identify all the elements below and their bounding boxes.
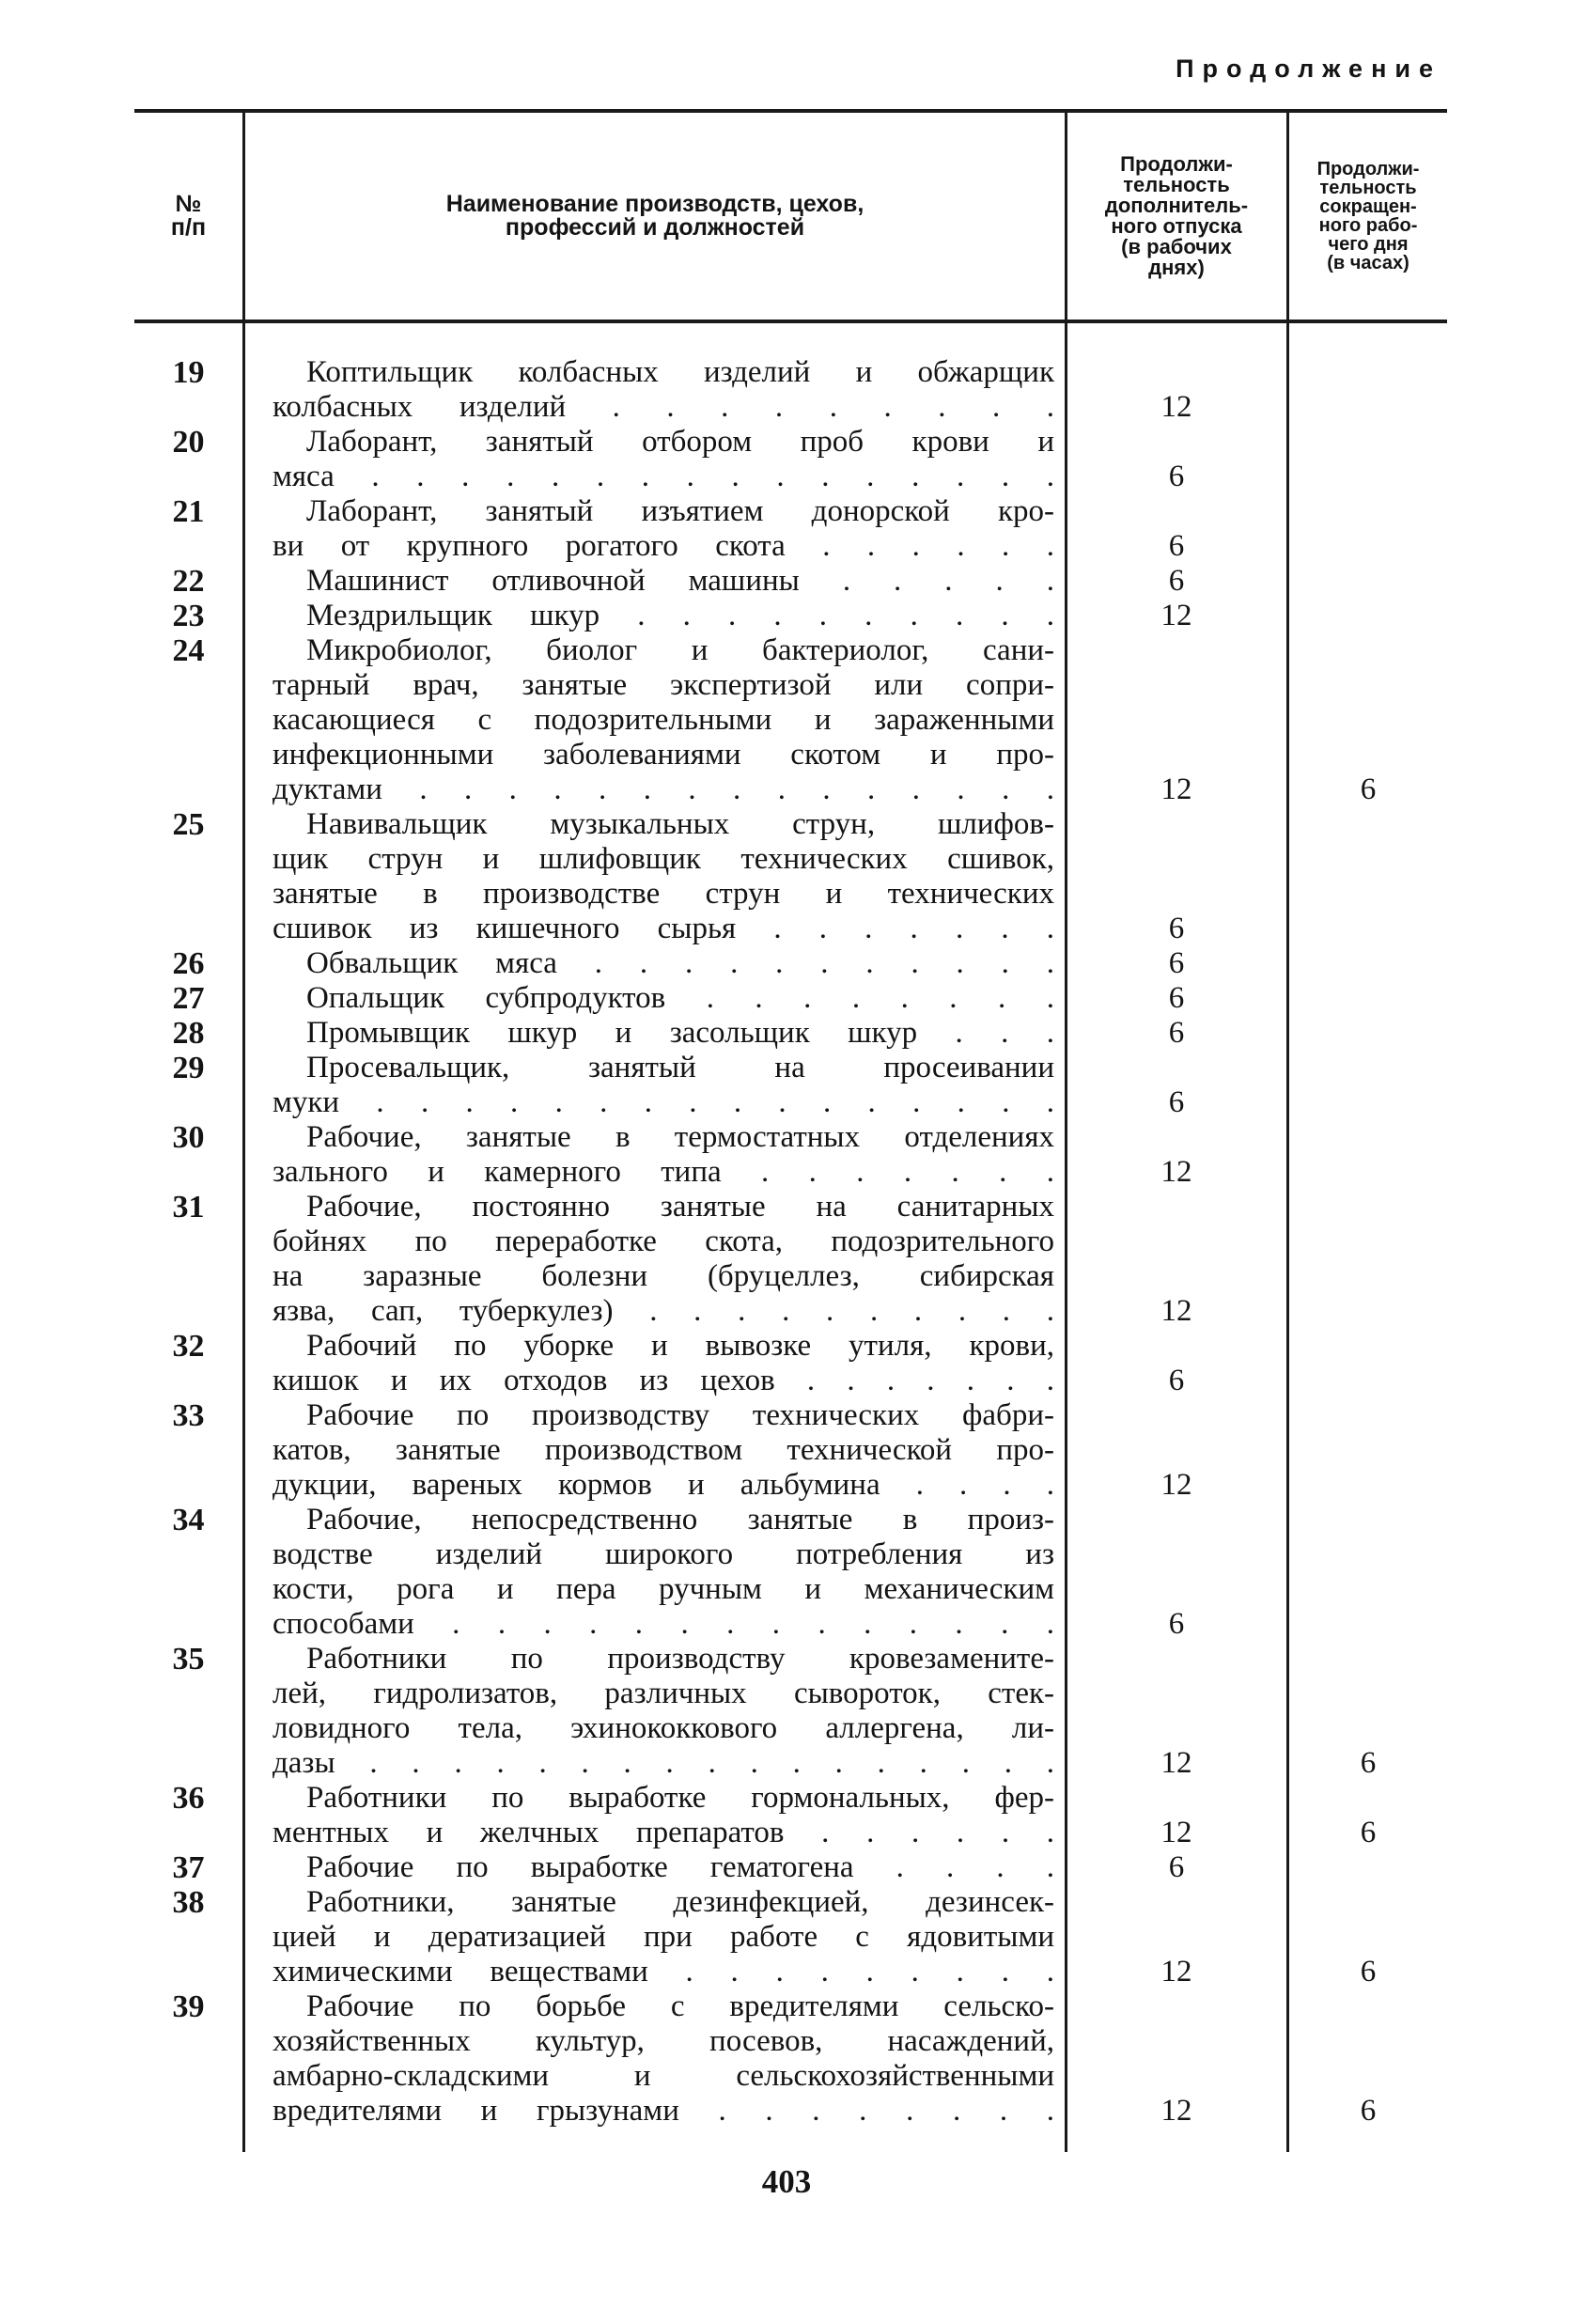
profession-name-line: Мездрильщик шкур . . . . . . . . . . [306, 599, 1054, 632]
profession-name-line: Рабочие, непосредственно занятые в произ- [306, 1503, 1054, 1536]
column-header-hours: Продолжи- тельность сокращен- ного рабо- чего дня (в часах) [1316, 159, 1420, 273]
reduced-hours-value: 6 [1360, 772, 1377, 806]
profession-name-line: язва, сап, туберкулез) . . . . . . . . . . [273, 1294, 1054, 1328]
profession-name-line: бойнях по переработке скота, подозрительного [273, 1224, 1054, 1258]
profession-name [273, 1051, 1054, 1120]
table-row [0, 494, 1573, 564]
row-number: 31 [172, 1190, 205, 1224]
profession-name-line: муки . . . . . . . . . . . . . . . . [273, 1085, 1054, 1119]
profession-name-line: Промывщик шкур и засольщик шкур . . . [306, 1016, 1054, 1050]
table-row [0, 425, 1573, 494]
profession-name-line: колбасных изделий . . . . . . . . . [273, 390, 1054, 424]
profession-name [273, 807, 1054, 946]
profession-name-line: мяса . . . . . . . . . . . . . . . . [273, 460, 1054, 493]
leave-days-value: 12 [1160, 772, 1192, 806]
profession-name-line: на заразные болезни (бруцеллез, сибирская [273, 1259, 1054, 1293]
profession-name-line: Просевальщик, занятый на просеивании [306, 1051, 1054, 1084]
row-number: 33 [172, 1398, 205, 1433]
continuation-note: Продолжение [1176, 55, 1441, 83]
profession-name-line: Рабочие по борьбе с вредителями сельско- [306, 1989, 1054, 2023]
profession-name-line: инфекционными заболеваниями скотом и про- [273, 738, 1054, 772]
row-number: 29 [172, 1051, 205, 1085]
row-number: 25 [172, 807, 205, 842]
profession-name-line: Опальщик субпродуктов . . . . . . . . [306, 981, 1054, 1015]
profession-name-line: Работники, занятые дезинфекцией, дезинсек- [306, 1885, 1054, 1919]
profession-name-line: занятые в производстве струн и технических [273, 877, 1054, 911]
profession-name-line: цией и дератизацией при работе с ядовитыми [273, 1920, 1054, 1954]
profession-name-line: амбарно-складскими и сельскохозяйственными [273, 2059, 1054, 2093]
profession-name-line: Обвальщик мяса . . . . . . . . . . . [306, 946, 1054, 980]
profession-name-line: ментных и желчных препаратов . . . . . . [273, 1816, 1054, 1849]
column-header-name: Наименование производств, цехов, профессий и должностей [445, 191, 864, 241]
table-row [0, 1398, 1573, 1503]
leave-days-value: 12 [1160, 390, 1192, 424]
leave-days-value: 6 [1168, 460, 1185, 493]
row-number: 35 [172, 1642, 205, 1677]
leave-days-value: 6 [1168, 912, 1185, 945]
row-number: 39 [172, 1989, 205, 2024]
row-number: 26 [172, 946, 205, 981]
table-row [0, 1016, 1573, 1051]
leave-days-value: 12 [1160, 1155, 1192, 1189]
profession-name [273, 1329, 1054, 1398]
profession-name-line: дуктами . . . . . . . . . . . . . . . [273, 772, 1054, 806]
column-header-number: № п/п [170, 191, 207, 241]
leave-days-value: 6 [1168, 1364, 1185, 1397]
profession-name [273, 1190, 1054, 1329]
row-number: 28 [172, 1016, 205, 1051]
profession-name [273, 1642, 1054, 1781]
table-top-rule [134, 109, 1447, 113]
profession-name-line: Коптильщик колбасных изделий и обжарщик [306, 355, 1054, 389]
profession-name-line: ловидного тела, эхинококкового аллергена, ли- [273, 1711, 1054, 1745]
reduced-hours-value: 6 [1360, 1955, 1377, 1989]
profession-name-line: зального и камерного типа . . . . . . . [273, 1155, 1054, 1189]
profession-name [273, 1989, 1054, 2129]
leave-days-value: 6 [1168, 946, 1185, 980]
profession-name-line: Рабочий по уборке и вывозке утиля, крови, [306, 1329, 1054, 1363]
table-row [0, 807, 1573, 946]
profession-name-line: касающиеся с подозрительными и зараженными [273, 703, 1054, 737]
row-number: 27 [172, 981, 205, 1016]
leave-days-value: 12 [1160, 1816, 1192, 1849]
table-row [0, 1885, 1573, 1989]
leave-days-value: 12 [1160, 1294, 1192, 1328]
profession-name [273, 1781, 1054, 1850]
reduced-hours-value: 6 [1360, 2094, 1377, 2128]
row-number: 20 [172, 425, 205, 460]
profession-name-line: Лаборант, занятый изъятием донорской кро- [306, 494, 1054, 528]
profession-name-line: ви от крупного рогатого скота . . . . . . [273, 529, 1054, 563]
table-row [0, 1120, 1573, 1190]
leave-days-value: 6 [1168, 1016, 1185, 1050]
row-number: 36 [172, 1781, 205, 1816]
row-number: 23 [172, 599, 205, 633]
leave-days-value: 6 [1168, 564, 1185, 598]
profession-name [273, 1885, 1054, 1989]
row-number: 38 [172, 1885, 205, 1920]
profession-name [273, 425, 1054, 494]
profession-name-line: вредителями и грызунами . . . . . . . . [273, 2094, 1054, 2128]
profession-name-line: Машинист отливочной машины . . . . . [306, 564, 1054, 598]
row-number: 32 [172, 1329, 205, 1364]
row-number: 24 [172, 633, 205, 668]
profession-name-line: Лаборант, занятый отбором проб крови и [306, 425, 1054, 459]
row-number: 19 [172, 355, 205, 390]
profession-name [273, 1503, 1054, 1642]
table-row [0, 1642, 1573, 1781]
profession-name [273, 564, 1054, 599]
profession-name [273, 981, 1054, 1016]
leave-days-value: 6 [1168, 1607, 1185, 1641]
leave-days-value: 12 [1160, 599, 1192, 632]
profession-name [273, 1120, 1054, 1190]
table-row [0, 633, 1573, 807]
profession-name [273, 599, 1054, 633]
table-row [0, 1989, 1573, 2129]
profession-name-line: кости, рога и пера ручным и механическим [273, 1572, 1054, 1606]
table-row [0, 1850, 1573, 1885]
profession-name-line: тарный врач, занятые экспертизой или сопри- [273, 668, 1054, 702]
profession-name-line: лей, гидролизатов, различных сывороток, стек- [273, 1677, 1054, 1710]
row-number: 34 [172, 1503, 205, 1537]
profession-name-line: катов, занятые производством технической про- [273, 1433, 1054, 1467]
profession-name [273, 494, 1054, 564]
profession-name [273, 1850, 1054, 1885]
header-bottom-rule [134, 320, 1447, 323]
profession-name-line: Навивальщик музыкальных струн, шлифов- [306, 807, 1054, 841]
profession-name [273, 633, 1054, 807]
profession-name-line: Рабочие, занятые в термостатных отделениях [306, 1120, 1054, 1154]
profession-name [273, 355, 1054, 425]
leave-days-value: 12 [1160, 1746, 1192, 1780]
table-row [0, 1051, 1573, 1120]
table-row [0, 1190, 1573, 1329]
profession-name [273, 946, 1054, 981]
profession-name-line: хозяйственных культур, посевов, насаждений, [273, 2024, 1054, 2058]
profession-name-line: химическими веществами . . . . . . . . . [273, 1955, 1054, 1989]
profession-name-line: водстве изделий широкого потребления из [273, 1537, 1054, 1571]
profession-name-line: способами . . . . . . . . . . . . . . [273, 1607, 1054, 1641]
row-number: 21 [172, 494, 205, 529]
profession-name [273, 1398, 1054, 1503]
reduced-hours-value: 6 [1360, 1816, 1377, 1849]
page-number: 403 [761, 2163, 812, 2200]
row-number: 30 [172, 1120, 205, 1155]
profession-name-line: кишок и их отходов из цехов . . . . . . . [273, 1364, 1054, 1397]
leave-days-value: 12 [1160, 2094, 1192, 2128]
table-row [0, 1329, 1573, 1398]
table-row [0, 355, 1573, 425]
row-number: 37 [172, 1850, 205, 1885]
table-row [0, 564, 1573, 599]
profession-name-line: Рабочие по выработке гематогена . . . . [306, 1850, 1054, 1884]
profession-name-line: Рабочие по производству технических фабри- [306, 1398, 1054, 1432]
profession-name-line: дазы . . . . . . . . . . . . . . . . . [273, 1746, 1054, 1780]
profession-name-line: Работники по производству кровезамените- [306, 1642, 1054, 1676]
table-row [0, 1503, 1573, 1642]
profession-name-line: щик струн и шлифовщик технических сшивок, [273, 842, 1054, 876]
leave-days-value: 6 [1168, 1085, 1185, 1119]
profession-name-line: сшивок из кишечного сырья . . . . . . . [273, 912, 1054, 945]
leave-days-value: 6 [1168, 529, 1185, 563]
column-header-leave-days: Продолжи- тельность дополнитель- ного отпуска (в рабочих днях) [1104, 152, 1249, 279]
leave-days-value: 6 [1168, 1850, 1185, 1884]
reduced-hours-value: 6 [1360, 1746, 1377, 1780]
profession-name-line: дукции, вареных кормов и альбумина . . . . [273, 1468, 1054, 1502]
leave-days-value: 6 [1168, 981, 1185, 1015]
leave-days-value: 12 [1160, 1468, 1192, 1502]
profession-name-line: Рабочие, постоянно занятые на санитарных [306, 1190, 1054, 1224]
leave-days-value: 12 [1160, 1955, 1192, 1989]
profession-name-line: Микробиолог, биолог и бактериолог, сани- [306, 633, 1054, 667]
profession-name [273, 1016, 1054, 1051]
table-row [0, 1781, 1573, 1850]
table-row [0, 946, 1573, 981]
profession-name-line: Работники по выработке гормональных, фер- [306, 1781, 1054, 1815]
table-row [0, 599, 1573, 633]
table-row [0, 981, 1573, 1016]
row-number: 22 [172, 564, 205, 599]
